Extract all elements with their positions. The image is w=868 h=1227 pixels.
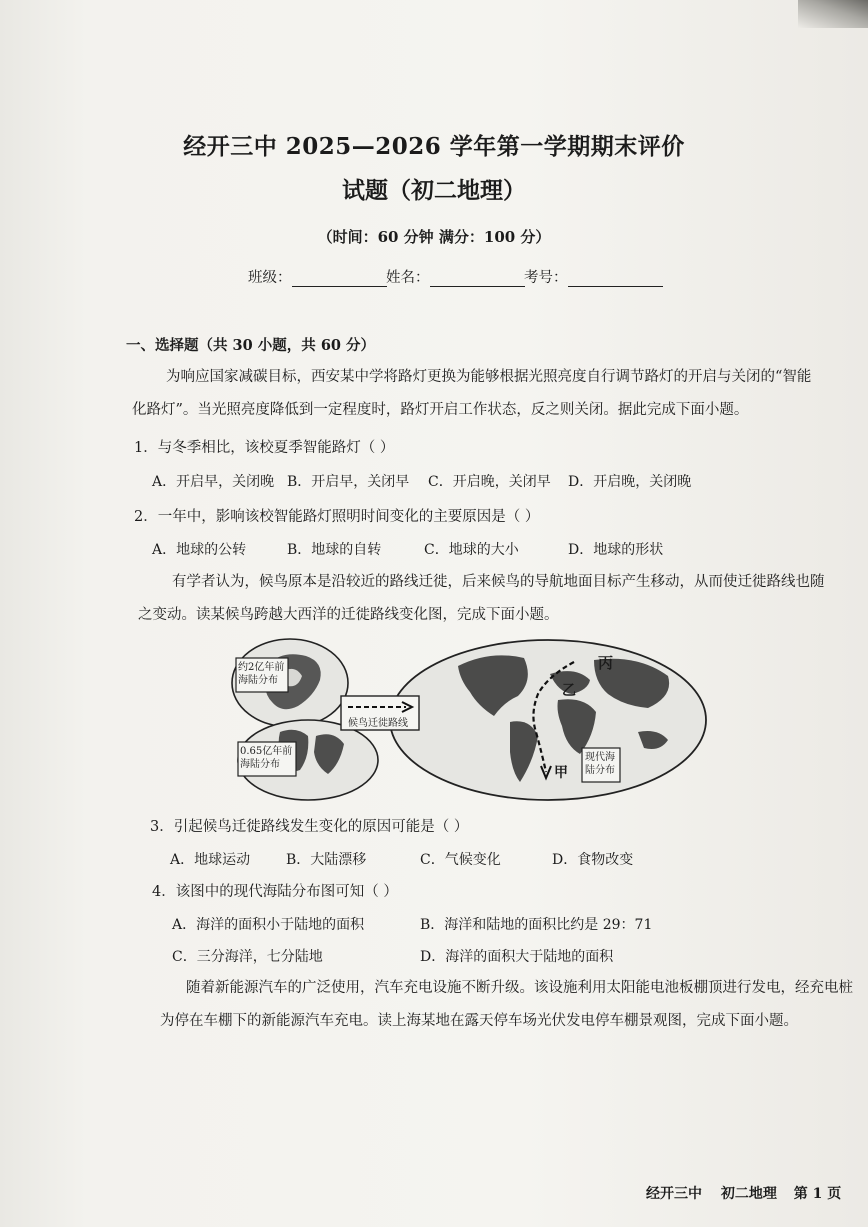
name-blank[interactable] [430,270,525,287]
passage2-line2: 之变动。读某候鸟跨越大西洋的迁徙路线变化图，完成下面小题。 [138,607,559,623]
passage3-line1: 随着新能源汽车的广泛使用，汽车充电设施不断升级。该设施利用太阳能电池板棚顶进行发电，经充电桩 [186,980,853,996]
name-field [386,266,525,287]
map-label-200m: 约2亿年前海陆分布 [238,662,285,686]
class-blank[interactable] [292,270,387,287]
scan-corner-shadow [798,0,868,28]
question-2-option-c[interactable]: C．地球的大小 [424,542,519,558]
question-3-option-a[interactable]: A．地球运动 [170,852,251,868]
question-4-option-b[interactable]: B．海洋和陆地的面积比约是 29：71 [420,917,653,933]
section-heading: 一、选择题（共 30 小题，共 60 分） [126,337,376,354]
exam-time-score: （时间：60 分钟 满分：100 分） [317,228,551,246]
question-3-option-b[interactable]: B．大陆漂移 [286,852,367,868]
map-point-yi: 乙 [562,683,576,699]
passage1-line1: 为响应国家减碳目标，西安某中学将路灯更换为能够根据光照亮度自行调节路灯的开启与关闭的“智能 [166,369,812,385]
footer-subject: 初二地理 [720,1186,777,1202]
map-legend-label: 候鸟迁徙路线 [348,718,408,729]
footer-school: 经开三中 [646,1186,702,1202]
passage2-line1: 有学者认为，候鸟原本是沿较近的路线迁徙，后来候鸟的导航地面目标产生移动，从而使迁徙路线也随 [172,574,825,590]
question-3-option-d[interactable]: D．食物改变 [552,852,634,868]
question-1-option-a[interactable]: A．开启早，关闭晚 [152,474,275,490]
name-label: 姓名： [386,270,430,286]
question-2-option-b[interactable]: B．地球的自转 [287,542,382,558]
question-4-option-d[interactable]: D．海洋的面积大于陆地的面积 [420,949,614,965]
footer-page-number: 第 1 页 [793,1186,842,1202]
page-footer [646,1183,841,1203]
question-1-option-c[interactable]: C．开启晚，关闭早 [428,474,551,490]
passage3-line2: 为停在车棚下的新能源汽车充电。读上海某地在露天停车场光伏发电停车棚景观图，完成下面小题。 [160,1013,798,1029]
exam-subtitle: 试题（初二地理） [342,177,526,204]
question-4-stem: 4．该图中的现代海陆分布图可知（ ） [152,884,398,900]
migration-map-figure [228,636,708,804]
question-4-option-c[interactable]: C．三分海洋，七分陆地 [172,949,323,965]
migration-map-svg [228,636,708,804]
exam-no-blank[interactable] [568,270,663,287]
question-1-option-d[interactable]: D．开启晚，关闭晚 [568,474,692,490]
question-2-option-d[interactable]: D．地球的形状 [568,542,664,558]
exam-no-field [524,266,663,287]
question-1-stem: 1．与冬季相比，该校夏季智能路灯（ ） [134,440,395,456]
question-3-option-c[interactable]: C．气候变化 [420,852,501,868]
class-field [248,266,387,287]
question-4-option-a[interactable]: A．海洋的面积小于陆地的面积 [172,917,365,933]
question-3-stem: 3．引起候鸟迁徙路线发生变化的原因可能是（ ） [150,819,469,835]
question-2-option-a[interactable]: A．地球的公转 [152,542,247,558]
map-ellipse-modern [390,640,706,800]
passage1-line2: 化路灯”。当光照亮度降低到一定程度时，路灯开启工作状态，反之则关闭。据此完成下面小题。 [132,402,749,418]
map-label-65m: 0.65亿年前海陆分布 [240,746,293,770]
question-1-option-b[interactable]: B．开启早，关闭早 [287,474,410,490]
exam-title: 经开三中 2025—2026 学年第一学期期末评价 [183,133,685,160]
map-point-bing: 丙 [598,654,614,672]
class-label: 班级： [248,270,292,286]
map-label-modern: 现代海陆分布 [585,752,615,776]
map-point-jia: 甲 [554,765,568,781]
exam-no-label: 考号： [524,270,568,286]
question-2-stem: 2．一年中，影响该校智能路灯照明时间变化的主要原因是（ ） [134,509,540,525]
